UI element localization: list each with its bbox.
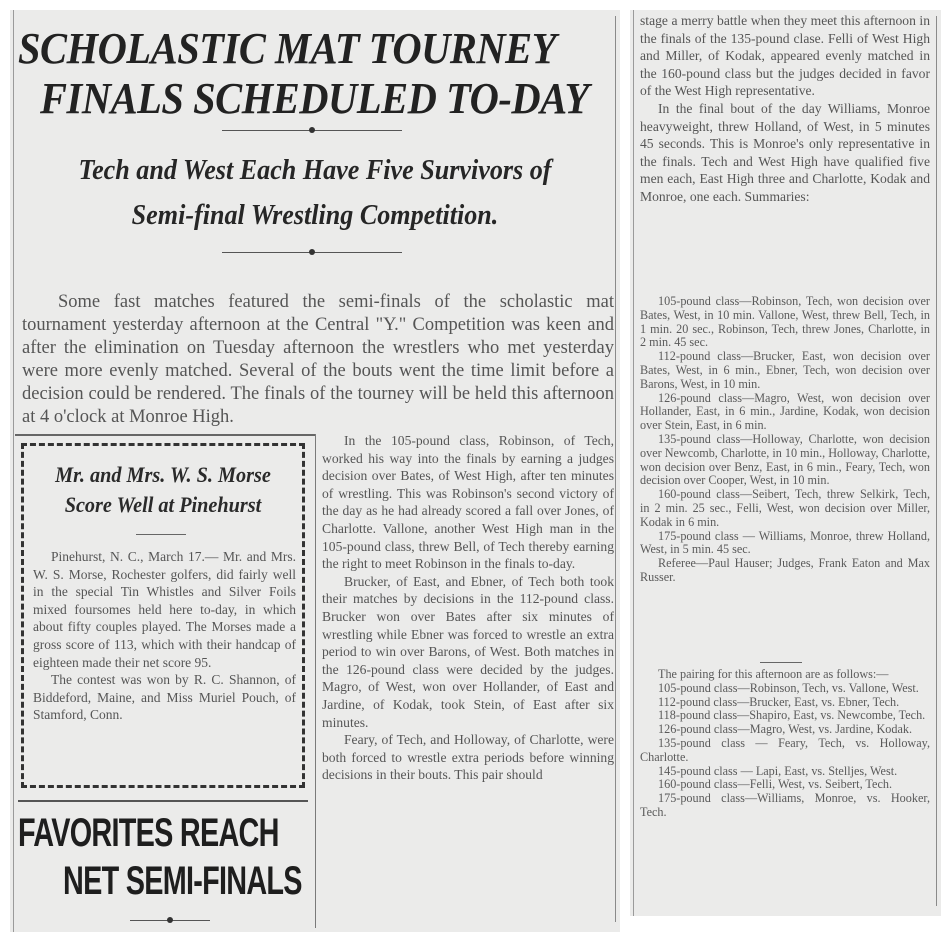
pairing-item: 112-pound class—Brucker, East, vs. Ebner, Tech. — [658, 694, 900, 709]
paragraph: stage a merry battle when they meet this afternoon in the finals of the 135-pound clase. Felli of West High and Miller, of Kodak, appeared evenly matched in the 160-pound class but the judges decided in favor of the West High representative. — [640, 13, 930, 99]
paragraph: Pinehurst, N. C., March 17.— Mr. and Mrs. W. S. Morse, Rochester golfers, did fairly well in the special Tin Whistles and Silver Foils mixed foursomes held here to-day, in which about fifty couples played. The Morses made a gross score of 113, which with their handcap of eighteen made their net score 95. — [33, 549, 296, 670]
right-newspaper-clipping — [630, 10, 941, 916]
paragraph: In the 105-pound class, Robinson, of Tech, worked his way into the finals by earning a judges decision over Bates, of West High, after ten minutes of wrestling. This was Robinson's second victory of the day as he had already scored a fall over Jones, of Charlotte. Vallone, another West High man in the 105-pound class, threw Bell, of Tech thereby earning the right to meet Robinson in the finals to-day. — [322, 433, 614, 572]
subheadline-line2: Semi-final Wrestling Competition. — [131, 199, 499, 231]
paragraph: Feary, of Tech, and Holloway, of Charlotte, were both forced to wrestle extra periods before winning decisions in their bouts. This pair should — [322, 732, 614, 783]
boxed-article-title-line1: Mr. and Mrs. W. S. Morse — [55, 462, 271, 487]
pairing-item: 175-pound class—Williams, Monroe, vs. Hooker, Tech. — [640, 791, 930, 819]
pairing-item: 118-pound class—Shapiro, East, vs. Newcombe, Tech. — [658, 708, 926, 723]
lead-paragraph: Some fast matches featured the semi-finals of the scholastic mat tournament yesterday afternoon at the Central "Y." Competition was keen and after the elimination on Tuesday afternoon the wrestlers who met yesterday were more evenly matched. Several of the bouts went the time limit before a decision could be rendered. The finals of the tourney will be held this afternoon at 4 o'clock at Monroe High. — [22, 291, 614, 427]
boxed-article-pinehurst — [21, 443, 305, 788]
pairing-item: 105-pound class—Robinson, Tech, vs. Vallone, West. — [658, 680, 919, 695]
section-divider — [15, 434, 315, 436]
summary-item: 105-pound class—Robinson, Tech, won decision over Bates, West, in 10 min. Vallone, West, threw Bell, Tech, in 1 min. 20 sec., Robinson, Tech, threw Jones, Charlotte, in 2 min. 45 sec. — [640, 294, 930, 350]
main-headline-line1: SCHOLASTIC MAT TOURNEY — [18, 24, 556, 73]
boxed-article-title-line2: Score Well at Pinehurst — [64, 492, 262, 517]
summary-item: 135-pound class—Holloway, Charlotte, won decision over Newcomb, Charlotte, in 10 min., Holloway, Charlotte, won decision over Benz, East, in 6 min., Feary, Tech, won decision over Cooper, West, in 10 min. — [640, 431, 930, 488]
subheadline-line1: Tech and West Each Have Five Survivors of — [78, 154, 552, 186]
pairings-list — [640, 668, 930, 820]
short-rule — [136, 534, 186, 535]
short-rule — [760, 662, 802, 663]
ornament-rule — [222, 252, 402, 253]
paragraph: The contest was won by R. C. Shannon, of Biddeford, Maine, and Miss Muriel Pouch, of Stamford, Conn. — [33, 672, 296, 723]
second-headline-line2: NET SEMI-FINALS — [63, 859, 302, 903]
article-middle-column — [322, 432, 614, 784]
pairing-item: 126-pound class—Magro, West, vs. Jardine, Kodak. — [658, 722, 913, 737]
paragraph: Brucker, of East, and Ebner, of Tech both took their matches by decisions in the 112-pound class. Brucker won over Bates after six minutes of wrestling while Ebner was forced to wrestle an extra period to win over Barons, of West. Both matches in the 126-pound class were decided by the judges. Magro, of West, won over Hollander, of East and Jardine, of Kodak, took Stein, of East after six minutes. — [322, 573, 614, 730]
paragraph: In the final bout of the day Williams, Monroe heavyweight, threw Holland, of West, in 5 minutes 45 seconds. This is Monroe's only representative in the finals. Tech and West High have qualified five men each, East High three and Charlotte, Kodak and Monroe, one each. Summaries: — [640, 100, 930, 204]
summary-item: 126-pound class—Magro, West, won decision over Hollander, East, in 6 min., Jardine, Kodak, won decision over Stein, East, in 6 min. — [640, 390, 930, 433]
left-newspaper-clipping — [10, 10, 620, 932]
pairing-item: 145-pound class — Lapi, East, vs. Stelljes, West. — [658, 763, 898, 778]
summary-item: Referee—Paul Hauser; Judges, Frank Eaton and Max Russer. — [640, 556, 930, 584]
column-border — [633, 10, 634, 916]
summary-item: 175-pound class — Williams, Monroe, threw Holland, West, in 5 min. 45 sec. — [640, 528, 930, 557]
boxed-article-body — [33, 548, 296, 724]
second-headline-line1: FAVORITES REACH — [18, 811, 279, 855]
column-border — [615, 16, 616, 922]
section-divider — [18, 800, 308, 802]
summaries-list — [640, 295, 930, 585]
pairing-item: 160-pound class—Felli, West, vs. Seibert, Tech. — [658, 777, 892, 792]
column-border — [936, 16, 937, 906]
main-headline-line2: FINALS SCHEDULED TO-DAY — [40, 74, 589, 123]
column-border — [13, 10, 14, 932]
column-separator — [315, 434, 316, 928]
article-continuation — [640, 12, 930, 206]
pairings-intro: The pairing for this afternoon are as follows:— — [658, 667, 889, 681]
ornament-rule — [222, 130, 402, 131]
summary-item: 160-pound class—Seibert, Tech, threw Selkirk, Tech, in 2 min. 25 sec., Felli, West, won decision over Miller, Kodak in 6 min. — [640, 487, 930, 529]
ornament-rule — [130, 920, 210, 921]
summary-item: 112-pound class—Brucker, East, won decision over Bates, West, in 6 min., Ebner, Tech, won decision over Barons, West, in 10 min. — [640, 349, 930, 391]
pairing-item: 135-pound class — Feary, Tech, vs. Holloway, Charlotte. — [640, 735, 930, 764]
